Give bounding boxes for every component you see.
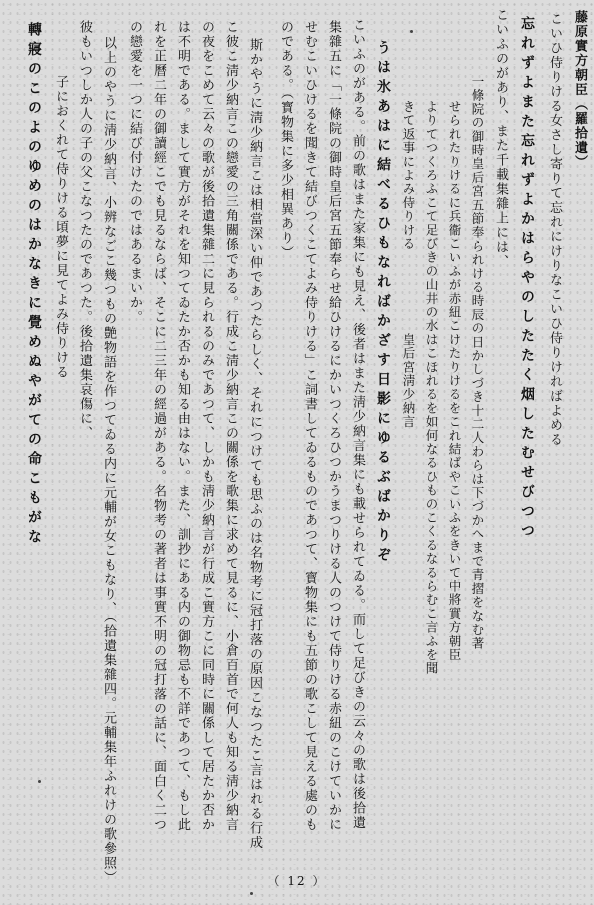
poem-preface: こいひ侍りける女さし寄りて忘れにけりなこいひ侍りければよめる (547, 12, 562, 447)
poem-utatane: 轉寢のこのよのゆめのはかなきに覺めぬやがての命こもがな (26, 22, 42, 549)
body-text-column: こ彼こ淸少納言この戀愛の三角關係である。行成こ淸少納言この關係を歌集に求めて見るに、小倉百首で何人も知る淸少納言 (223, 20, 238, 832)
author-heading: 藤原實方朝臣（羅拾遺） (572, 10, 587, 170)
body-text-column: 集雜五に「一條院の御時皇后宮五節奉らせ給ひけるにかいつくろひつかうまつりける人のつけて侍りける赤紐のこけていかに (326, 20, 341, 832)
body-text-column: れを正曆二年の御讀經こでも見るならば、そこに二三年の經過がある。名物考の著者は事實不明の冠打落の話に、面白く二つ (151, 20, 166, 832)
poem-uwagoori: うは氷あはに結べるひもなればかざす日影にゆるぶばかりぞ (375, 40, 391, 567)
body-text-column: 以上のやうに淸少納言、小辨なごこ幾つもの艶物語を作つてゐる内に元輔が女こもなり、（拾遺集雜四。元輔集年ふれけの歌參照） (101, 36, 116, 885)
senzaishu-preface: きて返事によみ侍りける 皇后宮淸少納言 (401, 100, 416, 429)
ink-speck (38, 780, 41, 783)
body-text-column: のである。（寳物集に多少相異あり） (278, 20, 293, 260)
body-text-column: 斯かやうに淸少納言こは相當深い仲であつたらしく、それにつけても思ふのは名物考に冠打落の原因こなつたこ言はれる行成 (247, 38, 262, 850)
body-text-column: せむこいひけるを聞きて結びつくこてよみ侍りける」こ詞書してゐるものであつて、寳物集にも五節の歌こして見える處のも (302, 20, 317, 832)
poem-wasurezuyo: 忘れずよまた忘れずよかはらやのしたたく烟したむせびつつ (519, 16, 535, 543)
body-text-column: の夜をこめて云々の歌が後拾遺集雜二に見られるのみであつて、しかも淸少納言が行成こ實方こに同時に關係して居たか否か (199, 20, 214, 832)
poem-preface: 子におくれて侍りける頃夢に見てよみ侍りける (53, 75, 68, 380)
senzaishu-preface: せられたりけるに兵衞こいふが赤紐こけたりけるをこれ結ばやこいふをきいて中將實方朝臣 (447, 100, 462, 662)
senzaishu-preface: よりてつくろふこて足びきの山井の水はこほれるを如何なるひものこくるなるらむこ言ふを聞 (424, 100, 439, 676)
body-text-column: の戀愛を一つに結び付けたのではあるまいか。 (127, 20, 142, 325)
senzaishu-preface: 一條院の御時皇后宮五節奉られける時辰の日かしづき十二人わらは下づかへまで青摺をなむ著 (470, 75, 485, 651)
text-column: こいふのがあり、また千載集雜上には、 (493, 8, 508, 269)
ink-speck (250, 892, 253, 895)
body-text-column: 彼もいつしか人の子の父こなつたのであつた。後拾遺集哀傷に、 (77, 20, 92, 441)
ink-speck (410, 30, 413, 33)
body-text-column: は不明である。まして實方がそれを知つてゐたか否かも知る由はない。また、訓抄にある内の御物忌も不詳であつて、もし此 (175, 20, 190, 832)
body-text-column: こいふのがある。前の歌はまた家集にも見え、後者はまた淸少納言集にも載せられてゐる。而して足びきの云々の歌は後拾遺 (350, 18, 365, 830)
page-number: （ 12 ） (267, 874, 327, 888)
